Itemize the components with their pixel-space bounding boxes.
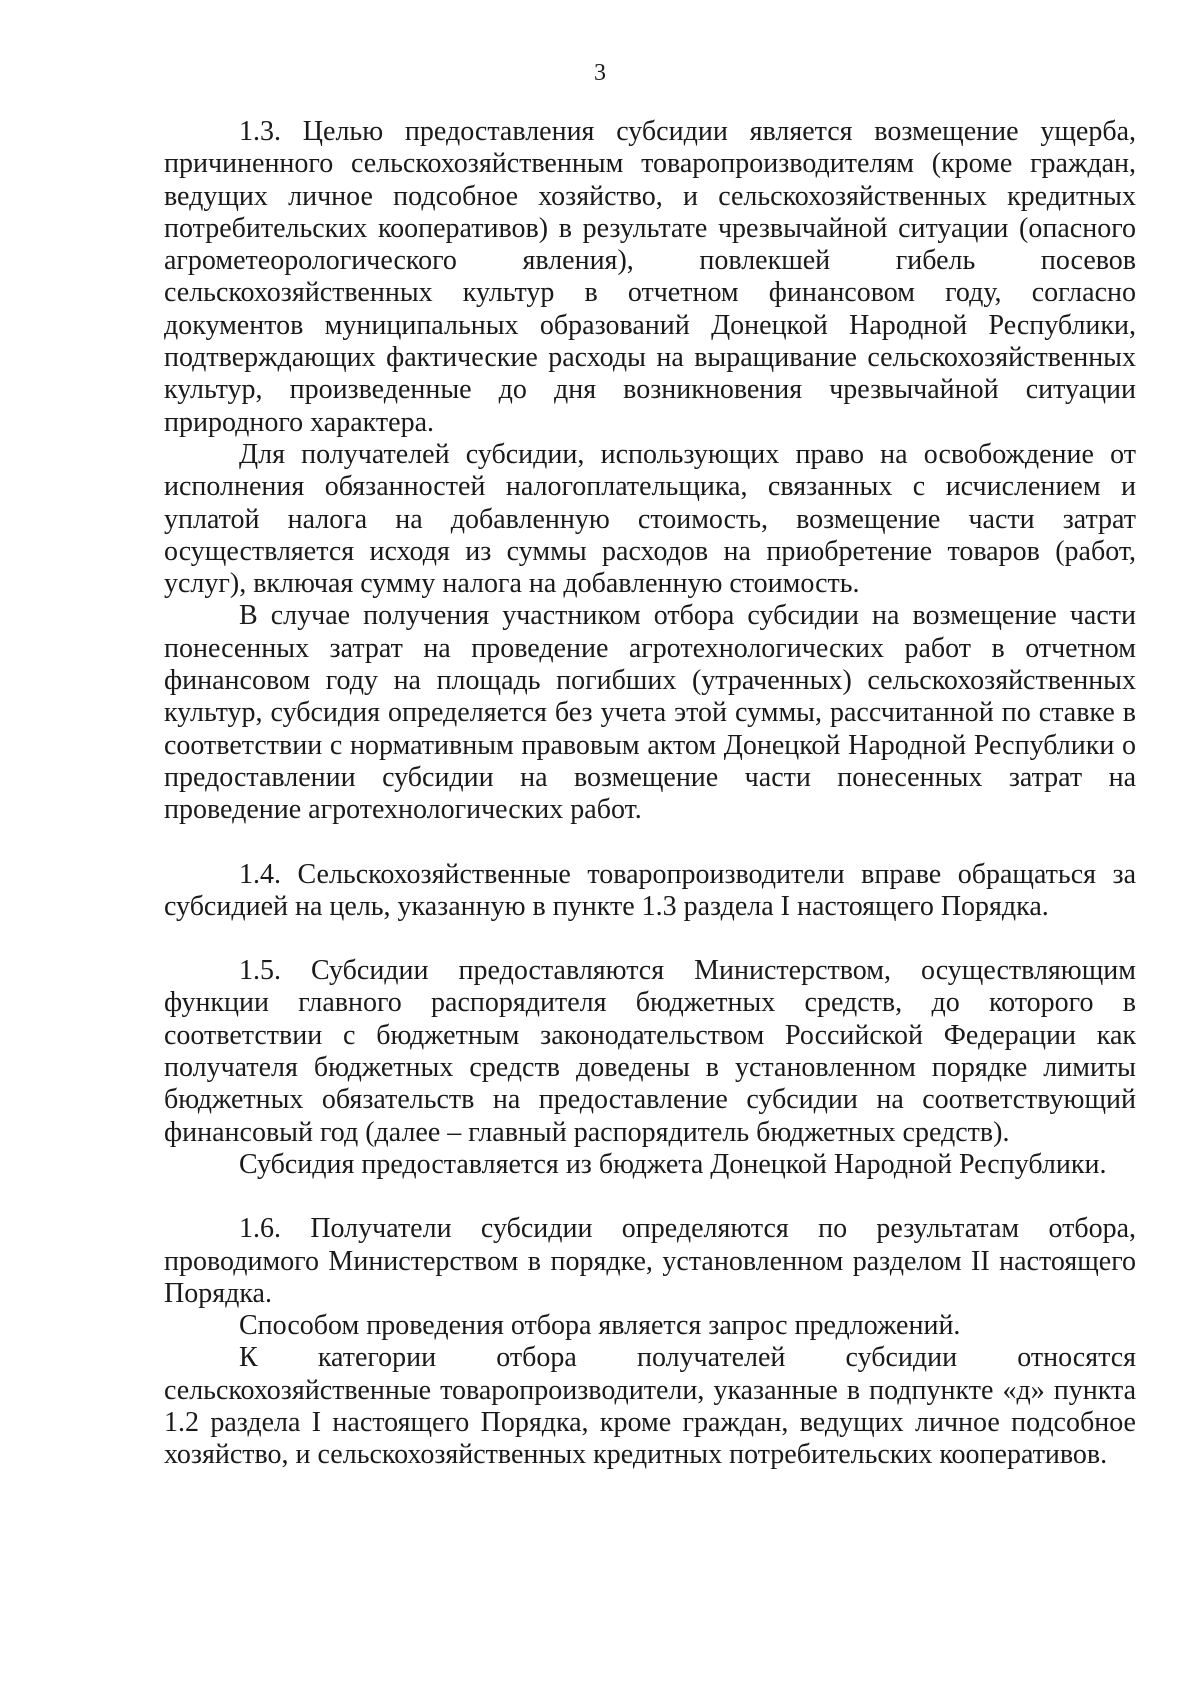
- paragraph-agrotech-subsidy: В случае получения участником отбора субсидии на возмещение части понесенных затрат на проведение агротехнологических работ в отчетном финансовом году на площадь погибших (утраченных) сельскохозяйственных культур, субсидия определяется без учета этой суммы, рассчитанной по ставке в соответствии с нормативным правовым актом Донецкой Народной Республики о предоставлении субсидии на возмещение части понесенных затрат на проведение агротехнологических работ.: [164, 600, 1136, 826]
- paragraph-1-5: 1.5. Субсидии предоставляются Министерством, осуществляющим функции главного распорядителя бюджетных средств, до которого в соответствии с бюджетным законодательством Российской Федерации как получателя бюджетных средств доведены в установленном порядке лимиты бюджетных обязательств на предоставление субсидии на соответствующий финансовый год (далее – главный распорядитель бюджетных средств).: [164, 955, 1136, 1148]
- page-number: 3: [594, 60, 606, 86]
- paragraph-selection-category: К категории отбора получателей субсидии относятся сельскохозяйственные товаропроизводители, указанные в подпункте «д» пункта 1.2 раздела I настоящего Порядка, кроме граждан, ведущих личное подсобное хозяйство, и сельскохозяйственных кредитных потребительских кооперативов.: [164, 1342, 1136, 1471]
- paragraph-1-6: 1.6. Получатели субсидии определяются по результатам отбора, проводимого Министерством в порядке, установленном разделом II настоящего Порядка.: [164, 1213, 1136, 1309]
- paragraph-1-3: 1.3. Целью предоставления субсидии является возмещение ущерба, причиненного сельскохозяйственным товаропроизводителям (кроме граждан, ведущих личное подсобное хозяйство, и сельскохозяйственных кредитных потребительских кооперативов) в результате чрезвычайной ситуации (опасного агрометеорологического явления), повлекшей гибель посевов сельскохозяйственных культур в отчетном финансовом году, согласно документов муниципальных образований Донецкой Народной Республики, подтверждающих фактические расходы на выращивание сельскохозяйственных культур, произведенные до дня возникновения чрезвычайной ситуации природного характера.: [164, 116, 1136, 438]
- document-body: [164, 116, 1136, 1472]
- paragraph-1-4: 1.4. Сельскохозяйственные товаропроизводители вправе обращаться за субсидией на цель, указанную в пункте 1.3 раздела I настоящего Порядка.: [164, 858, 1136, 922]
- paragraph-vat-exemption: Для получателей субсидии, использующих право на освобождение от исполнения обязанностей налогоплательщика, связанных с исчислением и уплатой налога на добавленную стоимость, возмещение части затрат осуществляется исходя из суммы расходов на приобретение товаров (работ, услуг), включая сумму налога на добавленную стоимость.: [164, 438, 1136, 600]
- paragraph-budget-source: Субсидия предоставляется из бюджета Донецкой Народной Республики.: [239, 1148, 1107, 1180]
- paragraph-selection-method: Способом проведения отбора является запрос предложений.: [239, 1310, 961, 1342]
